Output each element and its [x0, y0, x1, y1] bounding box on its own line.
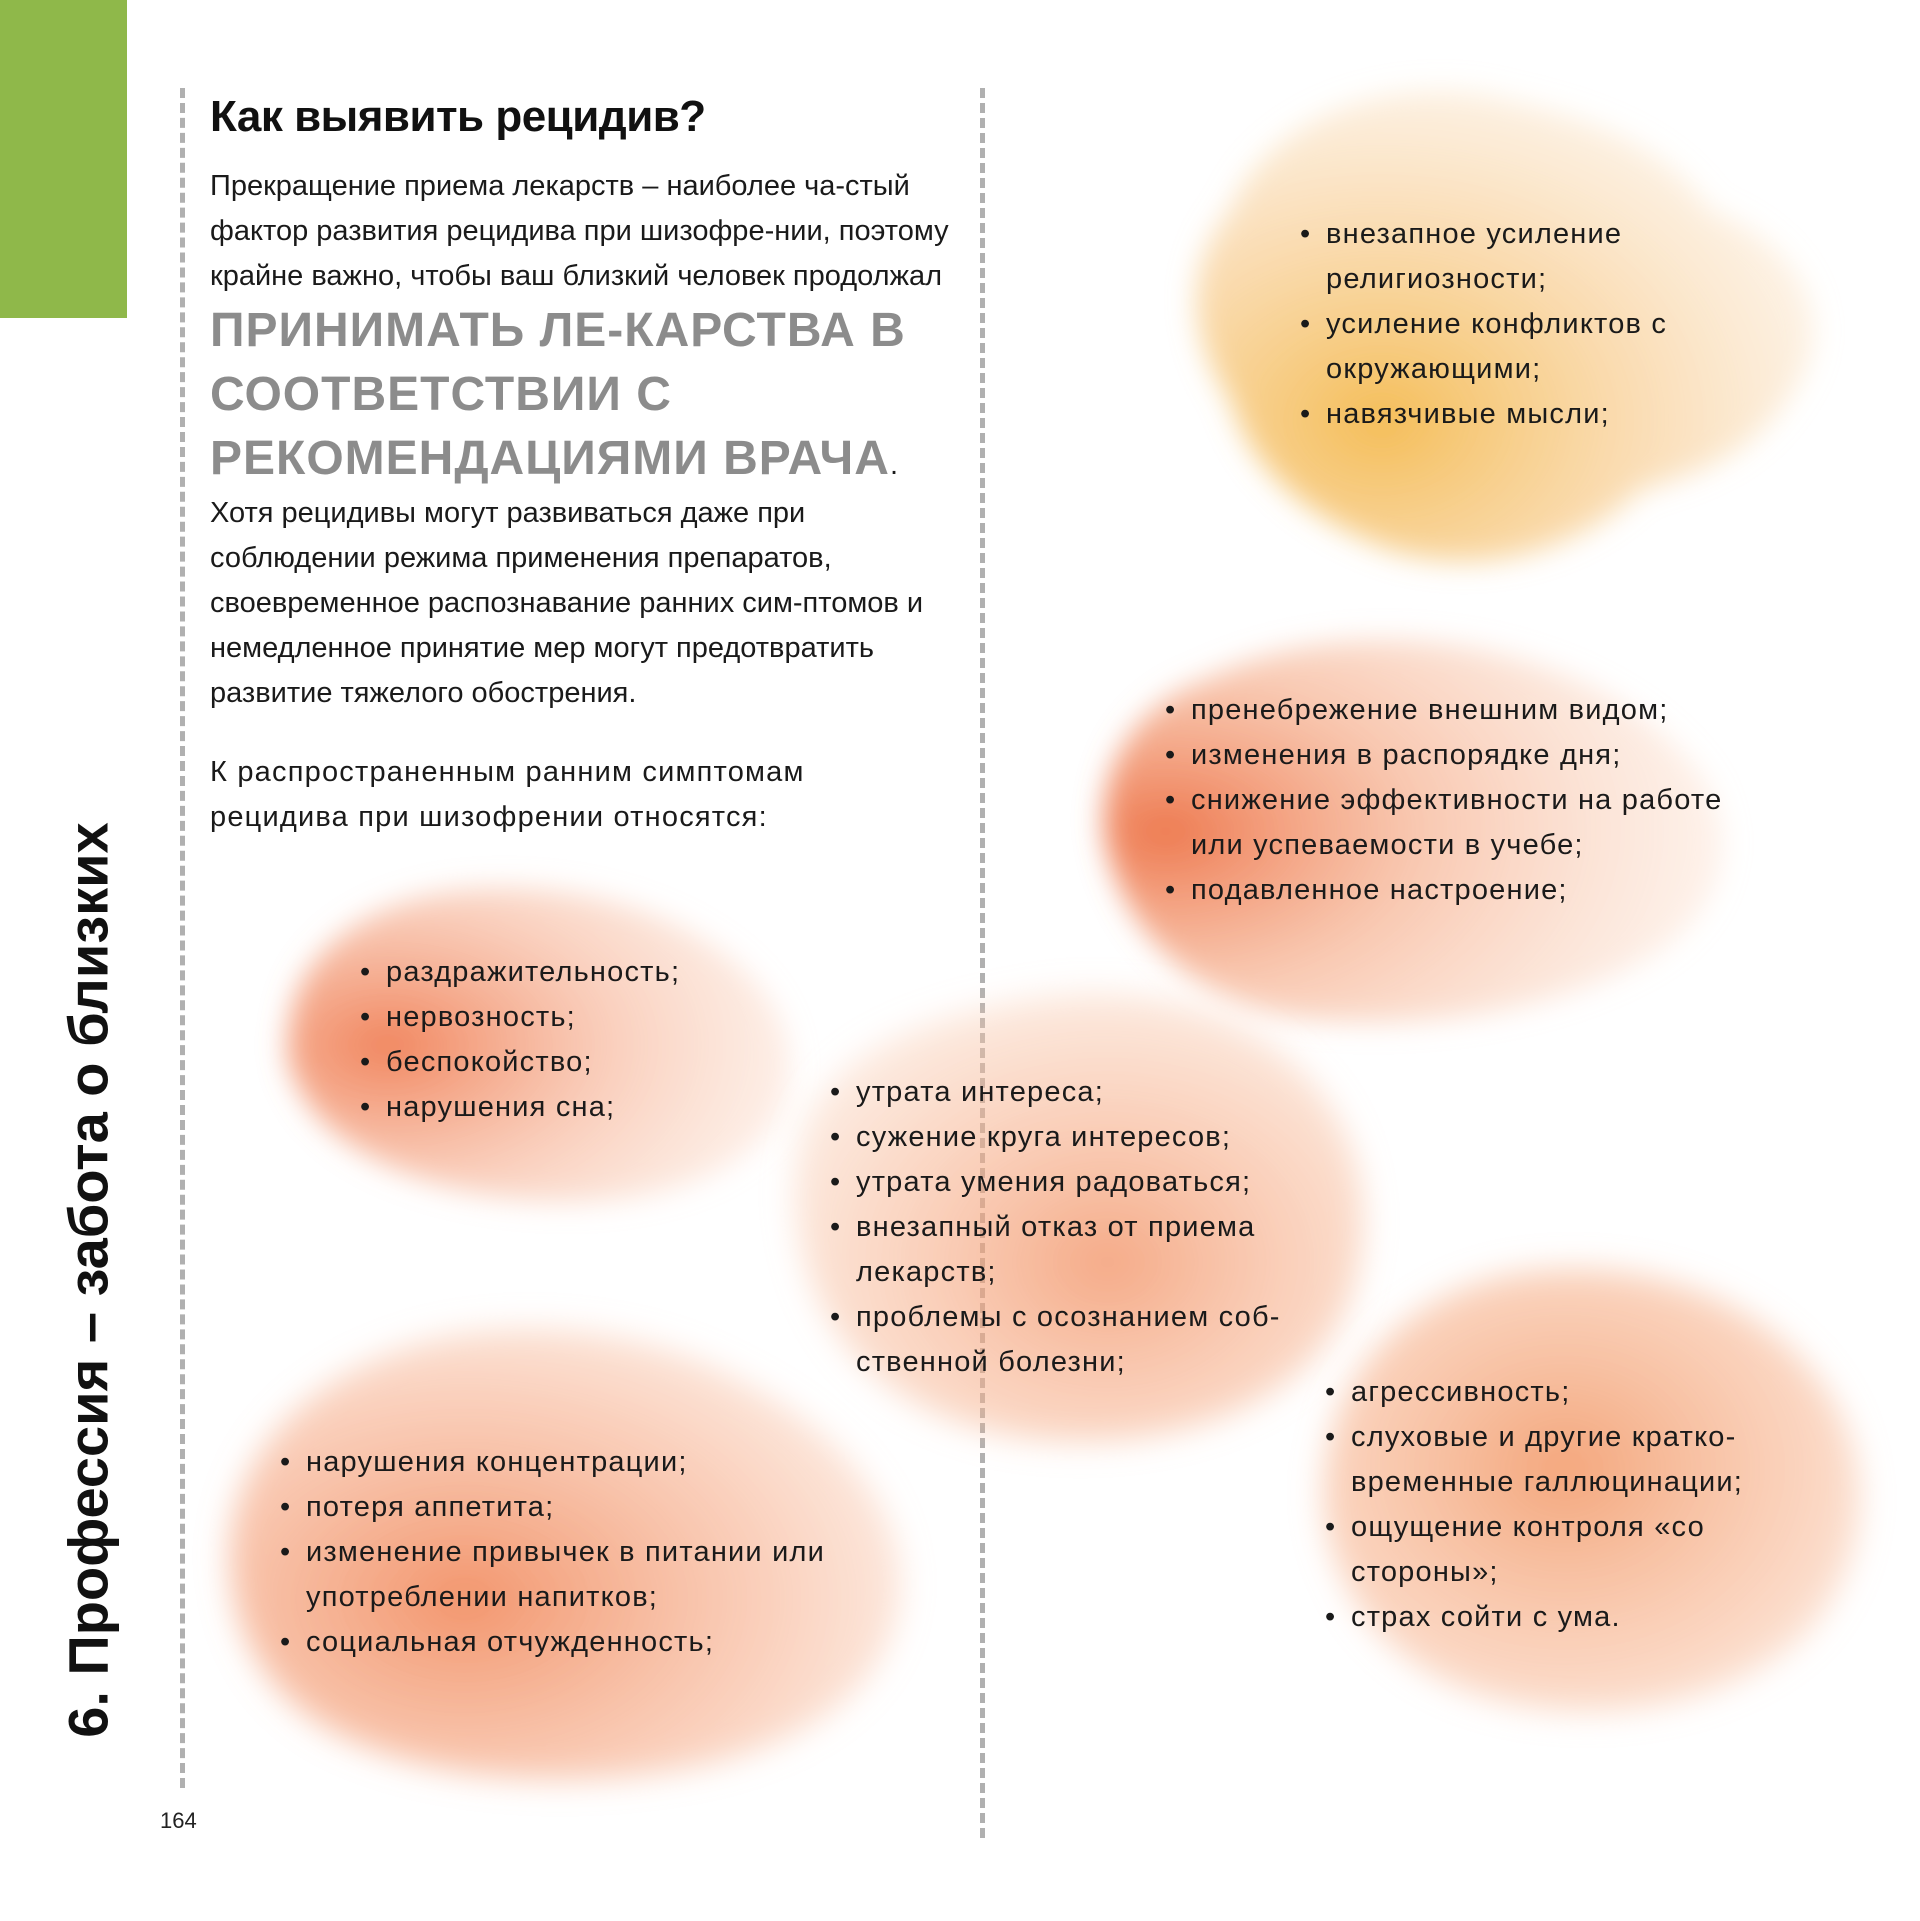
intro-text-end: .	[889, 449, 898, 481]
symptom-item: • внезапное усиление религиозности;	[1300, 212, 1850, 302]
symptom-list-2	[1165, 688, 1755, 913]
symptom-blob-6	[1290, 1240, 1890, 1740]
symptom-item: • социальная отчужденность;	[280, 1620, 866, 1665]
symptom-item: • проблемы с осознанием соб-ственной болезни;	[830, 1295, 1366, 1385]
symptom-blob-3	[250, 860, 830, 1220]
symptom-item: • изменение привычек в питании или употреблении напитков;	[280, 1530, 866, 1620]
intro-paragraph-3: К распространенным ранним симптомам рецидива при шизофрении относятся:	[210, 756, 805, 833]
intro-section	[210, 92, 950, 840]
symptom-item: • агрессивность;	[1325, 1370, 1831, 1415]
symptom-item: • беспокойство;	[360, 1040, 680, 1085]
symptom-item: • сужение круга интересов;	[830, 1115, 1366, 1160]
symptom-item: • утрата умения радоваться;	[830, 1160, 1366, 1205]
symptom-item: • усиление конфликтов с окружающими;	[1300, 302, 1850, 392]
symptom-item: • нервозность;	[360, 995, 680, 1040]
page-heading: Как выявить рецидив?	[210, 92, 706, 141]
intro-text: Прекращение приема лекарств – наиболее ча-стый фактор развития рецидива при шизофре-нии, поэтому крайне важно, чтобы ваш близкий человек продолжал	[210, 170, 949, 292]
symptom-blob-1	[1150, 50, 1850, 590]
symptom-item: • подавленное настроение;	[1165, 868, 1755, 913]
symptom-item: • снижение эффективности на работе или успеваемости в учебе;	[1165, 778, 1755, 868]
symptom-item: • внезапный отказ от приема лекарств;	[830, 1205, 1346, 1295]
highlight-text: ПРИНИМАТЬ ЛЕ-КАРСТВА В СООТВЕТСТВИИ С РЕКОМЕНДАЦИЯМИ ВРАЧА	[210, 304, 906, 485]
chapter-title: 6. Профессия – забота о близких	[56, 822, 120, 1738]
symptom-item: • страх сойти с ума.	[1325, 1595, 1831, 1640]
symptom-item: • раздражительность;	[360, 950, 680, 995]
left-divider	[180, 88, 185, 1788]
symptom-item: • нарушения концентрации;	[280, 1440, 866, 1485]
symptom-item: • нарушения сна;	[360, 1085, 680, 1130]
symptom-item: • потеря аппетита;	[280, 1485, 866, 1530]
symptom-item: • утрата интереса;	[830, 1070, 1366, 1115]
symptom-blob-5	[200, 1300, 940, 1800]
symptom-item: • навязчивые мысли;	[1300, 392, 1850, 437]
intro-paragraph	[210, 164, 950, 491]
symptom-item: • ощущение контроля «со стороны»;	[1325, 1505, 1791, 1595]
symptom-list-1	[1300, 212, 1850, 437]
chapter-tab	[0, 0, 127, 318]
symptom-list-3	[360, 950, 680, 1130]
symptom-item: • пренебрежение внешним видом;	[1165, 688, 1755, 733]
page-number: 164	[160, 1808, 197, 1833]
symptom-item: • изменения в распорядке дня;	[1165, 733, 1755, 778]
symptom-list-6	[1325, 1370, 1831, 1640]
symptom-item: • слуховые и другие кратко-временные галлюцинации;	[1325, 1415, 1831, 1505]
intro-paragraph-2: Хотя рецидивы могут развиваться даже при соблюдении режима применения препаратов, своевременное распознавание ранних сим-птомов и немедленное принятие мер могут предотвратить развитие тяжелого обострения.	[210, 497, 924, 709]
symptom-list-5	[280, 1440, 866, 1665]
